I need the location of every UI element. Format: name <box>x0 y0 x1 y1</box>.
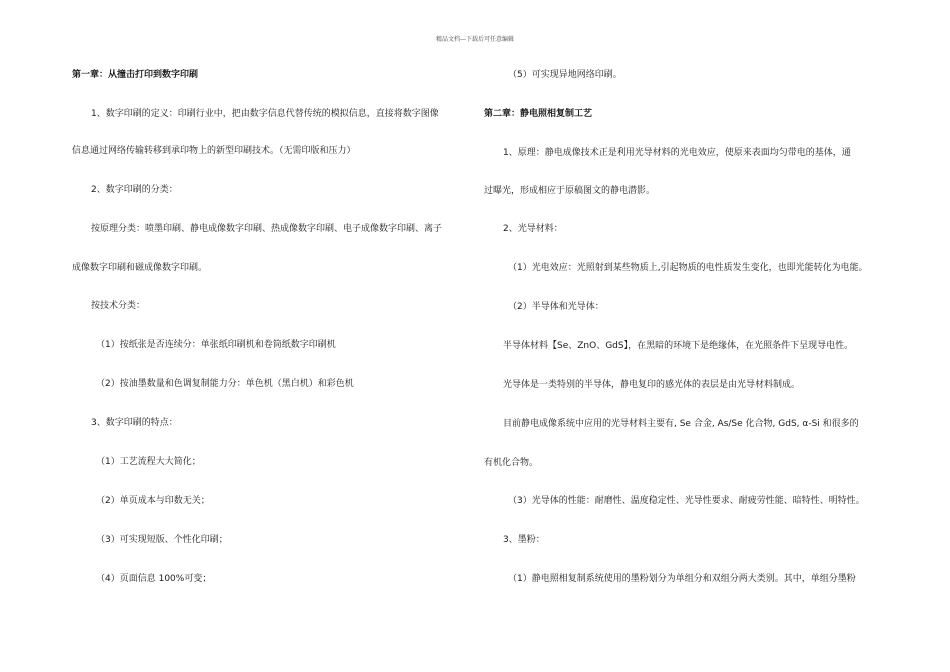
paragraph-materials-line2: 有机化合物。 <box>484 458 539 468</box>
list-item-feature4: （4）页面信息 100%可变； <box>96 574 212 584</box>
page-header: 精品文档---下载后可任意编辑 <box>435 36 515 43</box>
paragraph-photoconductor-desc: 光导体是一类特别的半导体，静电复印的感光体的表层是由光导材料制成。 <box>503 380 801 390</box>
paragraph-classification: 2、数字印刷的分类： <box>91 185 178 195</box>
paragraph-toner: 3、墨粉： <box>503 535 545 545</box>
paragraph-features: 3、数字印刷的特点： <box>91 418 178 428</box>
paragraph-technique: 按技术分类： <box>91 301 146 311</box>
paragraph-principle2-line2: 过曝光，形成相应于原稿图文的静电潜影。 <box>484 186 656 196</box>
paragraph-principle2-line1: 1、原理：静电成像技术正是利用光导材料的光电效应，使原来表面均匀带电的基体，通 <box>503 148 851 158</box>
paragraph-definition-line2: 信息通过网络传输转移到承印物上的新型印刷技术。（无需印版和压力） <box>72 146 356 156</box>
paragraph-definition-line1: 1、数字印刷的定义：印刷行业中，把由数字信息代替传统的模拟信息，直接将数字图像 <box>91 109 439 119</box>
paragraph-photoconductor: 2、光导材料： <box>503 224 563 234</box>
list-item-photoelectric: （1）光电效应：光照射到某些物质上,引起物质的电性质发生变化，也即光能转化为电能。 <box>508 263 868 273</box>
list-item-toner: （1）静电照相复制系统使用的墨粉划分为单组分和双组分两大类别。其中，单组分墨粉 <box>508 574 856 584</box>
list-item-feature3: （3）可实现短版、个性化印刷； <box>96 535 228 545</box>
list-item-ink: （2）按油墨数量和色调复制能力分：单色机（黑白机）和彩色机 <box>96 379 354 389</box>
list-item-performance: （3）光导体的性能：耐磨性、温度稳定性、光导性要求、耐疲劳性能、暗特性、明特性。 <box>508 496 865 506</box>
chapter1-title: 第一章：从撞击打印到数字印刷 <box>72 70 199 80</box>
list-item-feature1: （1）工艺流程大大简化； <box>96 457 201 467</box>
paragraph-semiconductor-material: 半导体材料【Se、ZnO、GdS】，在黑暗的环境下是绝缘体，在光照条件下呈现导电性。 <box>503 341 854 351</box>
paragraph-principle-line2: 成像数字印刷和磁成像数字印刷。 <box>72 263 208 273</box>
paragraph-principle-line1: 按原理分类：喷墨印刷、静电成像数字印刷、热成像数字印刷、电子成像数字印刷、离子 <box>91 224 443 234</box>
list-item-feature5: （5）可实现异地网络印刷。 <box>508 70 622 80</box>
paragraph-materials-line1: 目前静电成像系统中应用的光导材料主要有, Se 合金, As/Se 化合物, GdS, α-Si 和很多的 <box>503 419 859 429</box>
chapter2-title: 第二章：静电照相复制工艺 <box>484 109 593 119</box>
list-item-feature2: （2）单页成本与印数无关； <box>96 496 210 506</box>
list-item-semiconductor: （2）半导体和光导体： <box>508 302 604 312</box>
list-item-paper: （1）按纸张是否连续分：单张纸印刷机和卷筒纸数字印刷机 <box>96 340 336 350</box>
